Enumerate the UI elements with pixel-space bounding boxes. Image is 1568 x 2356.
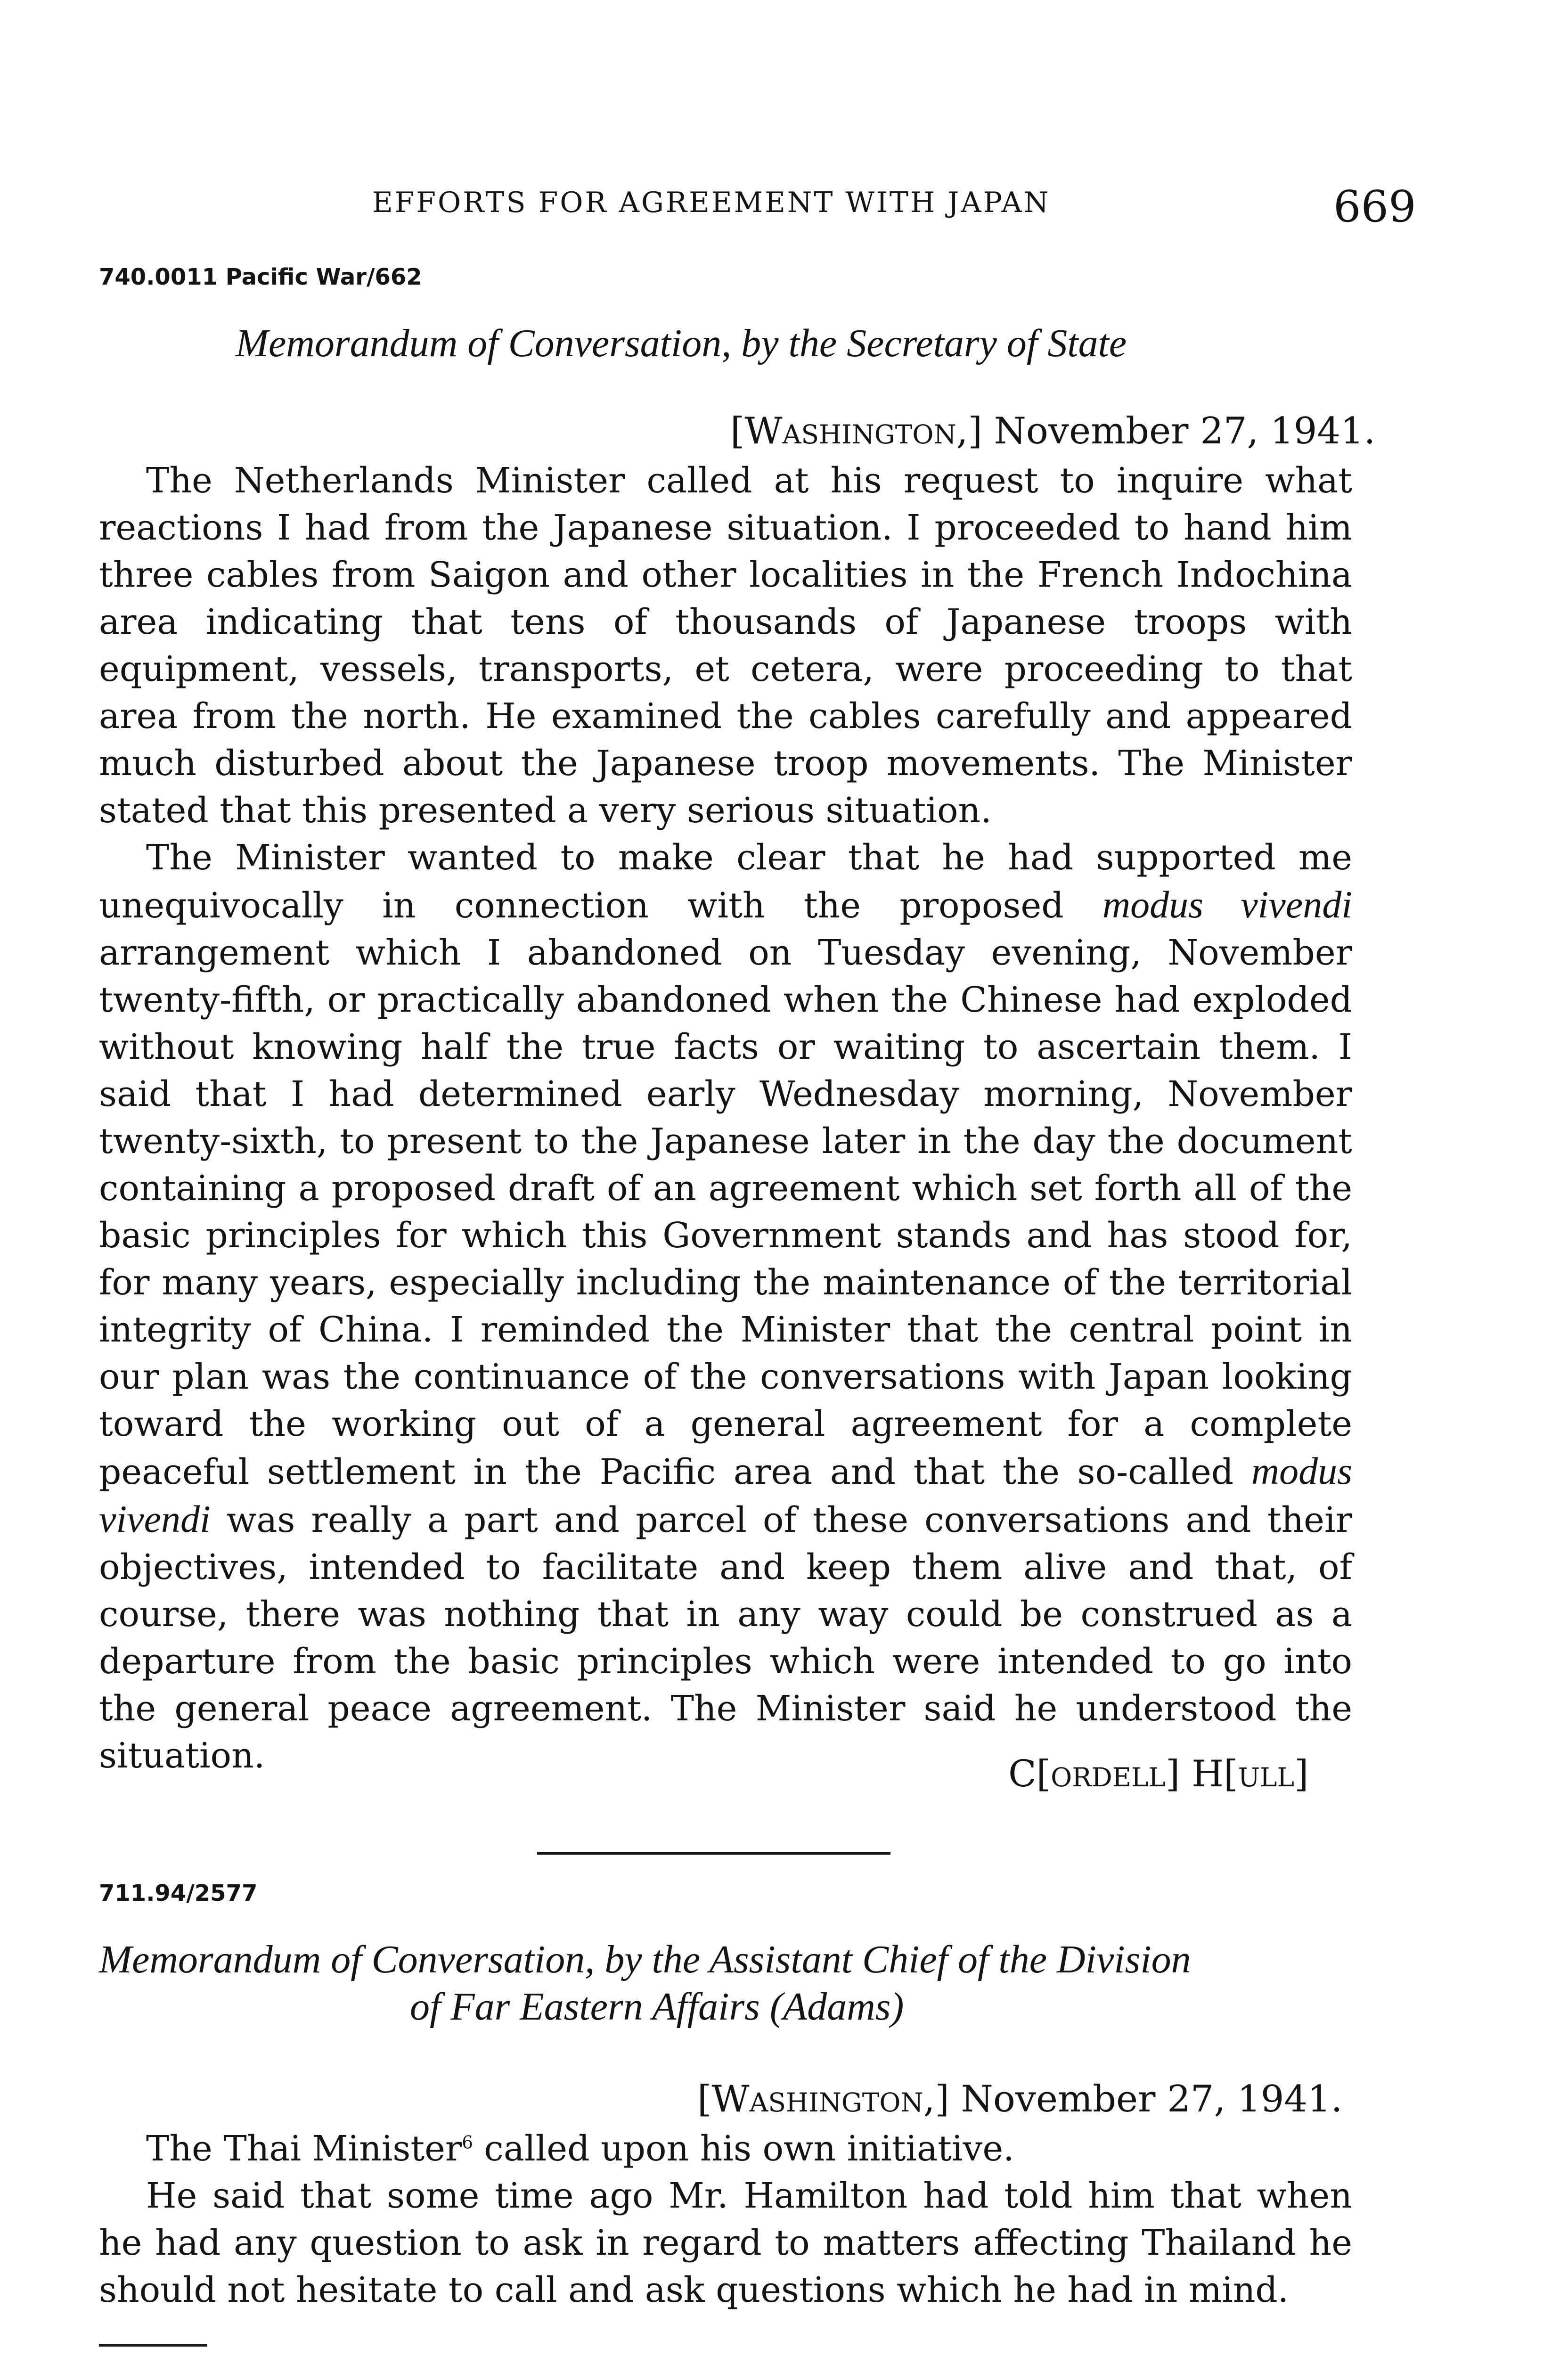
dateline-place-1: [Washington,] [730, 410, 982, 452]
paragraph-2-part-c: was really a part and parcel of these conversations and their objectives, intended to facilitate and keep them alive and that, of course, there was nothing that in any way could be construed as a departure from the basic principles which were intended to go into the general peace agreement. The Minister said he understood the situation. [99, 1500, 1352, 1776]
memo-title-2-line-2: of Far Eastern Affairs (Adams) [410, 1985, 904, 2029]
paragraph-4: He said that some time ago Mr. Hamilton had told him that when he had any question to ask in regard to matters affecting Thailand he should not hesitate to call and ask questions which he had in mind. [99, 2176, 1352, 2310]
modus-vivendi-1: modus vivendi [1102, 883, 1352, 926]
paragraph-3: The Thai Minister$^6$ called upon his own initiative. [146, 2128, 1014, 2169]
modus-vivendi-2: modus vivendi [99, 1449, 1352, 1540]
file-reference-1: 740.0011 Pacific War/662 [99, 264, 422, 290]
body-text-2 [99, 2125, 1352, 2314]
paragraph-2-part-a: The Minister wanted to make clear that he had supported me unequivocally in connection with the proposed [99, 837, 1352, 926]
page-number: 669 [1333, 181, 1416, 232]
memo-title-1: Memorandum of Conversation, by the Secretary of State [236, 321, 1127, 365]
section-divider [537, 1852, 890, 1855]
signature: C[ordell] H[ull] [1008, 1753, 1309, 1795]
dateline-date-2: November 27, 1941. [961, 2078, 1343, 2120]
dateline-date-1: November 27, 1941. [994, 410, 1376, 452]
footnote-rule [99, 2344, 207, 2347]
footnote-reference: 6 [462, 2132, 473, 2153]
paragraph-1: The Netherlands Minister called at his request to inquire what reactions I had from the Japanese situation. I proceeded to hand him three cables from Saigon and other localities in the French Indochina area indicating that tens of thousands of Japanese troops with equipment, vessels, transports, et cetera, were proceeding to that area from the north. He examined the cables carefully and appeared much disturbed about the Japanese troop movements. The Minister stated that this presented a very serious situation. [99, 460, 1352, 831]
dateline-place-2: [Washington,] [697, 2078, 949, 2120]
paragraph-2 [99, 834, 1352, 1779]
file-reference-2: 711.94/2577 [99, 1880, 258, 1906]
body-text-1 [99, 457, 1352, 1779]
memo-title-2-line-1: Memorandum of Conversation, by the Assistant Chief of the Division [99, 1938, 1191, 1981]
dateline-1 [730, 410, 1375, 452]
paragraph-2-part-b: arrangement which I abandoned on Tuesday evening, November twenty-fifth, or practically abandoned when the Chinese had exploded without knowing half the true facts or waiting to ascertain them. I said that I had determined early Wednesday morning, November twenty-sixth, to present to the Japanese later in the day the document containing a proposed draft of an agreement which set forth all of the basic principles for which this Government stands and has stood for, for many years, especially including the maintenance of the territorial integrity of China. I reminded the Minister that the central point in our plan was the continuance of the conversations with Japan looking toward the working out of a general agreement for a complete peaceful settlement in the Pacific area and that the so-called [99, 933, 1352, 1492]
running-title: EFFORTS FOR AGREEMENT WITH JAPAN [372, 186, 1051, 219]
dateline-2 [697, 2078, 1342, 2120]
